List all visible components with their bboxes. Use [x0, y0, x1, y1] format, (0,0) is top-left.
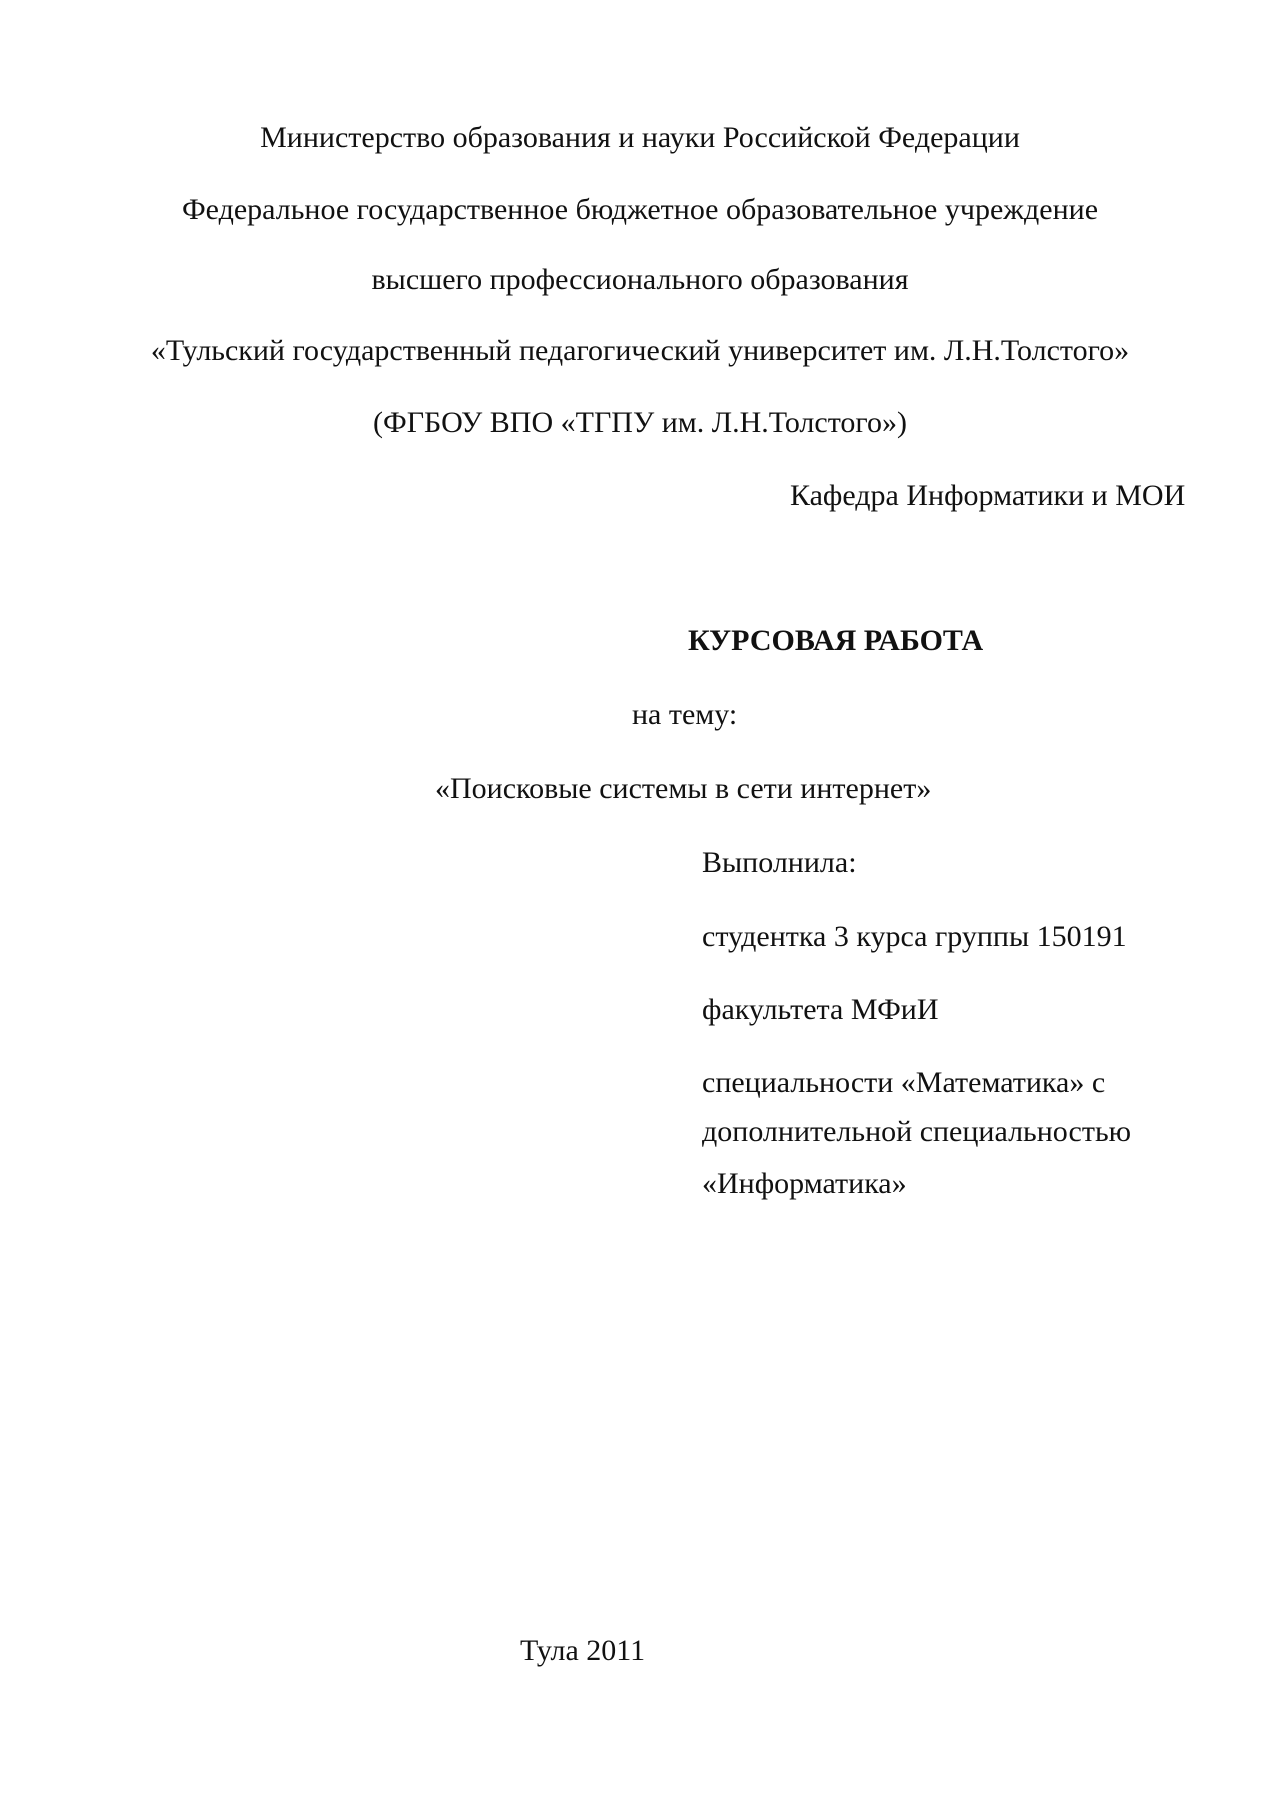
institution-type-line: Федеральное государственное бюджетное образовательное учреждение: [181, 193, 1099, 226]
university-abbr-line: (ФГБОУ ВПО «ТГПУ им. Л.Н.Толстого»): [373, 406, 907, 439]
author-label: Выполнила:: [702, 846, 857, 879]
author-specialty-line-2: дополнительной специальностью: [702, 1115, 1132, 1148]
department-line: Кафедра Информатики и МОИ: [790, 479, 1186, 512]
topic-title: «Поисковые системы в сети интернет»: [435, 772, 932, 805]
city-year: Тула 2011: [520, 1634, 646, 1667]
topic-prefix: на тему:: [632, 698, 738, 731]
ministry-line: Министерство образования и науки Российской Федерации: [260, 121, 1020, 154]
university-name-line: «Тульский государственный педагогический университет им. Л.Н.Толстого»: [150, 334, 1130, 367]
author-specialty-line-1: специальности «Математика» с: [702, 1066, 1106, 1099]
work-type-title: КУРСОВАЯ РАБОТА: [688, 624, 984, 657]
education-level-line: высшего профессионального образования: [371, 263, 909, 296]
author-student-line: студентка 3 курса группы 150191: [702, 920, 1127, 953]
author-specialty-line-3: «Информатика»: [702, 1167, 907, 1200]
author-faculty-line: факультета МФиИ: [702, 993, 939, 1026]
